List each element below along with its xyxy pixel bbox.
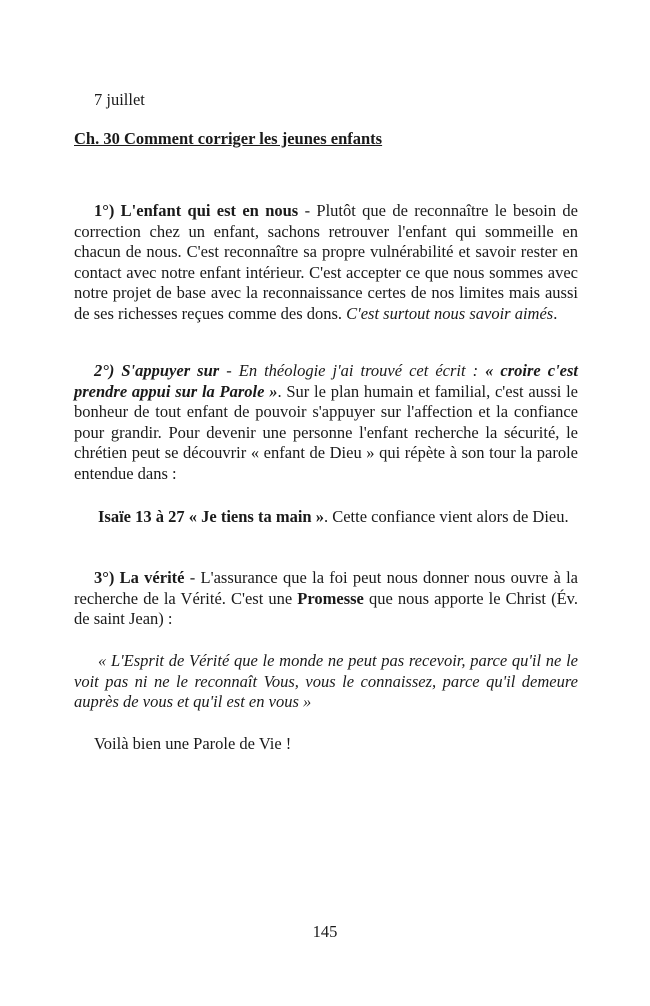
john-quote: « L'Esprit de Vérité que le monde ne peut pas recevoir, parce qu'il ne le voit pas ni ne le reconnaît Vous, vous le connaissez, parce qu'il demeure auprès de vous et qu'il est en vous » bbox=[74, 651, 578, 711]
paragraph-end: . bbox=[553, 303, 558, 323]
paragraph-text: . Sur le plan humain et familial, c'est aussi le bonheur de tout enfant de pouvoir s'appuyer sur l'affection et la confiance pour grandir. Pour devenir une personne l'enfant recherche la sécurité, le chrétien peut se découvrir « enfant de Dieu » qui répète à son tour la parole entendue dans : bbox=[74, 381, 579, 483]
section-heading: 3°) La vérité bbox=[94, 568, 185, 587]
chapter-title: Ch. 30 Comment corriger les jeunes enfants bbox=[74, 129, 383, 148]
emphasis-text: C'est surtout nous savoir aimés bbox=[346, 303, 554, 323]
paragraph-isaiah bbox=[74, 507, 578, 528]
paragraph-text: . Cette confiance vient alors de Dieu. bbox=[323, 507, 569, 526]
paragraph-truth bbox=[74, 568, 578, 630]
paragraph-text-2: que nous apporte le Christ (Év. de saint Jean) : bbox=[74, 588, 578, 628]
paragraph-child-within bbox=[74, 201, 578, 324]
isaiah-reference: Isaïe 13 à 27 « Je tiens ta main » bbox=[98, 507, 324, 526]
paragraph-text: - L'assurance que la foi peut nous donner nous ouvre à la recherche de la Vérité. C'est une bbox=[74, 568, 578, 608]
section-heading: 1°) L'enfant qui est en nous bbox=[94, 201, 299, 220]
page-number: 145 bbox=[312, 922, 338, 941]
theology-intro: - En théologie j'ai trouvé cet écrit : bbox=[219, 361, 486, 380]
closing-line: Voilà bien une Parole de Vie ! bbox=[94, 734, 292, 753]
paragraph-lean-on bbox=[74, 361, 578, 484]
section-heading: 2°) S'appuyer sur bbox=[94, 361, 220, 380]
theology-quote: « croire c'est prendre appui sur la Parole » bbox=[74, 361, 578, 401]
paragraph-text: - Plutôt que de reconnaître le besoin de correction chez un enfant, sachons retrouver l'enfant qui sommeille en chacun de nous. C'est reconnaître sa propre vulnérabilité et savoir rester en contact avec notre enfant intérieur. C'est accepter ce que nous sommes avec notre projet de base avec la reconnaissance certes de nos limites mais aussi de ses richesses reçues comme des dons. bbox=[74, 201, 578, 323]
promise-word: Promesse bbox=[297, 588, 364, 608]
date-line: 7 juillet bbox=[94, 90, 145, 109]
